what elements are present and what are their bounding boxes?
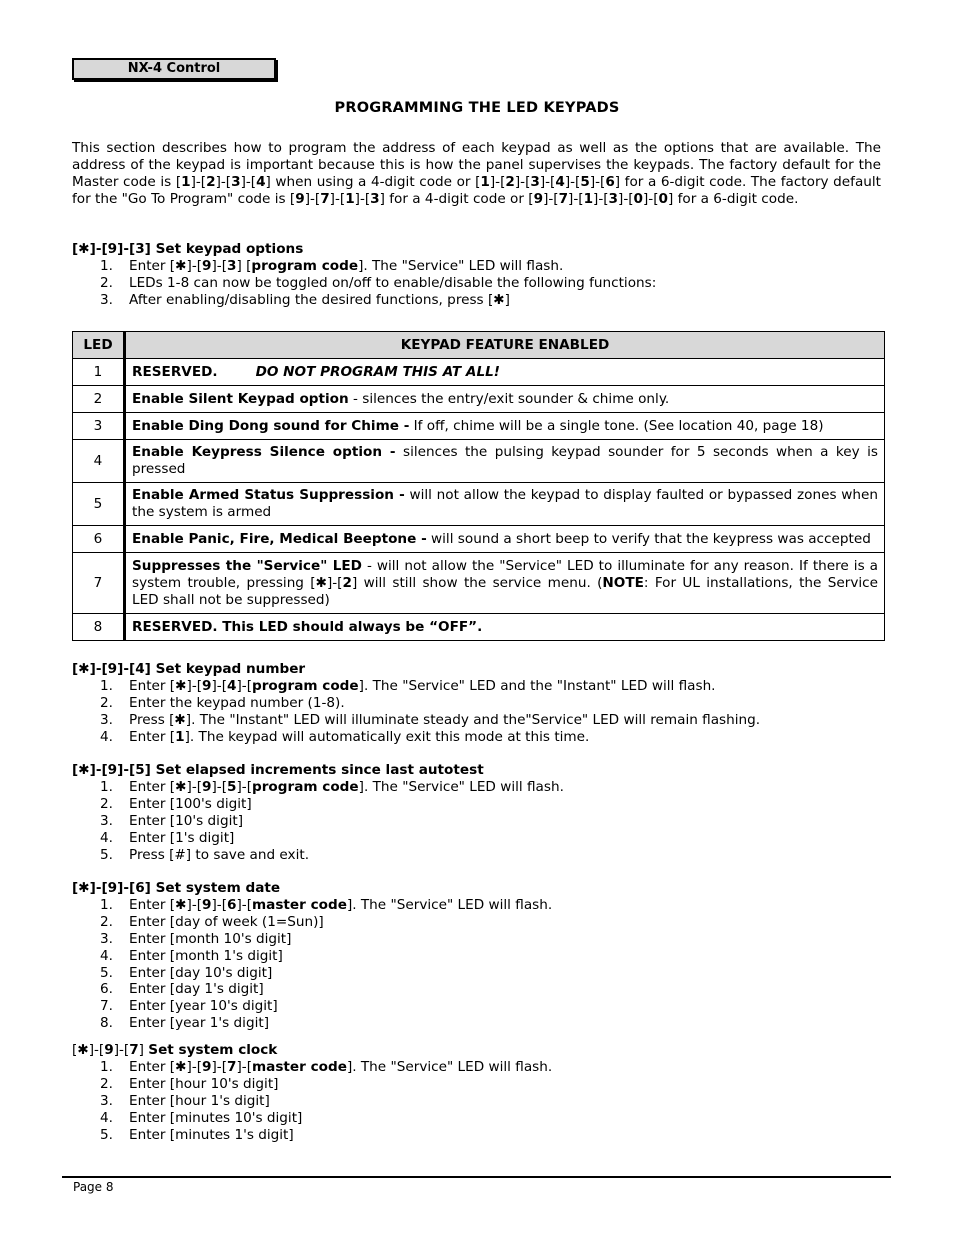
list-item: 4. Enter [1]. The keypad will automatically exit this mode at this time. <box>100 728 590 745</box>
list-item: 3. After enabling/disabling the desired functions, press [✱] <box>100 291 510 308</box>
list-item: 7. Enter [year 10's digit] <box>100 998 278 1015</box>
list-item: 5. Enter [day 10's digit] <box>100 964 273 981</box>
table-row <box>73 614 885 641</box>
led-number: 6 <box>73 526 125 553</box>
footer-divider <box>62 1176 891 1178</box>
section-keypad-number <box>72 661 882 746</box>
led-feature: Enable Ding Dong sound for Chime - If off, chime will be a single tone. (See location 40, page 18) <box>125 413 885 440</box>
led-number: 7 <box>73 553 125 614</box>
led-feature-table <box>72 331 885 641</box>
list-item: 5. Press [#] to save and exit. <box>100 846 310 863</box>
list-item: 4. Enter [month 1's digit] <box>100 947 283 964</box>
list-item: 5. Enter [minutes 1's digit] <box>100 1126 294 1143</box>
section-system-date <box>72 880 882 1032</box>
table-row <box>73 526 885 553</box>
led-feature: Enable Keypress Silence option - silences the pulsing keypad sounder for 5 seconds when a key is pressed <box>125 440 885 483</box>
led-number: 5 <box>73 483 125 526</box>
list-item: 2. LEDs 1-8 can now be toggled on/off to enable/disable the following functions: <box>100 274 657 291</box>
led-number: 8 <box>73 614 125 641</box>
list-item: 3. Press [✱]. The "Instant" LED will illuminate steady and the"Service" LED will remain flashing. <box>100 711 761 728</box>
list-item: 2. Enter [hour 10's digit] <box>100 1075 279 1092</box>
led-feature: Enable Armed Status Suppression - will not allow the keypad to display faulted or bypassed zones when the system is armed <box>125 483 885 526</box>
table-row <box>73 440 885 483</box>
table-row <box>73 553 885 614</box>
led-number: 2 <box>73 386 125 413</box>
section-heading: [✱]-[9]-[3] Set keypad options <box>72 241 304 257</box>
table-row <box>73 386 885 413</box>
list-item: 1. Enter [✱]-[9]-[6]-[master code]. The "Service" LED will flash. <box>100 896 553 913</box>
list-item: 1. Enter [✱]-[9]-[5]-[program code]. The "Service" LED will flash. <box>100 778 564 795</box>
page-number: Page 8 <box>73 1180 114 1194</box>
column-header-led: LED <box>73 332 125 359</box>
section-heading: [✱]-[9]-[4] Set keypad number <box>72 661 306 677</box>
list-item: 2. Enter [day of week (1=Sun)] <box>100 913 324 930</box>
table-header-row <box>73 332 885 359</box>
list-item: 3. Enter [10's digit] <box>100 812 243 829</box>
led-feature: RESERVED. DO NOT PROGRAM THIS AT ALL! <box>125 359 885 386</box>
list-item: 6. Enter [day 1's digit] <box>100 981 264 998</box>
led-feature: Suppresses the "Service" LED - will not allow the "Service" LED to illuminate for any reason. If there is a system trouble, pressing [✱]-[2] will still show the service menu. (NOTE: For UL installations, the Service LED shall not be suppressed) <box>125 553 885 614</box>
page-title: PROGRAMMING THE LED KEYPADS <box>334 100 620 116</box>
section-heading: [✱]-[9]-[7] Set system clock <box>72 1042 278 1058</box>
section-heading: [✱]-[9]-[5] Set elapsed increments since last autotest <box>72 762 484 778</box>
list-item: 8. Enter [year 1's digit] <box>100 1015 269 1032</box>
list-item: 3. Enter [month 10's digit] <box>100 930 292 947</box>
led-feature: Enable Panic, Fire, Medical Beeptone - will sound a short beep to verify that the keypress was accepted <box>125 526 885 553</box>
section-autotest <box>72 762 882 863</box>
section-keypad-options <box>72 241 882 309</box>
section-system-clock <box>72 1042 882 1143</box>
list-item: 4. Enter [minutes 10's digit] <box>100 1109 303 1126</box>
table-row <box>73 413 885 440</box>
list-item: 2. Enter [100's digit] <box>100 795 252 812</box>
list-item: 2. Enter the keypad number (1-8). <box>100 694 345 711</box>
led-number: 1 <box>73 359 125 386</box>
column-header-feature: KEYPAD FEATURE ENABLED <box>125 332 885 359</box>
intro-paragraph: This section describes how to program the address of each keypad as well as the options that are available. The address of the keypad is important because this is how the panel supervises the keypads. The factory default for the Master code is [1]-[2]-[3]-[4] when using a 4-digit code or [1]-[2]-[3]-[4]-[5]-[6] for a 6-digit code. The factory default for the "Go To Program" code is [9]-[7]-[1]-[3] for a 4-digit code or [9]-[7]-[1]-[3]-[0]-[0] for a 6-digit code. <box>72 140 881 207</box>
led-number: 3 <box>73 413 125 440</box>
list-item: 3. Enter [hour 1's digit] <box>100 1092 270 1109</box>
led-feature: RESERVED. This LED should always be “OFF”. <box>125 614 885 641</box>
led-feature: Enable Silent Keypad option - silences the entry/exit sounder & chime only. <box>125 386 885 413</box>
list-item: 1. Enter [✱]-[9]-[4]-[program code]. The "Service" LED and the "Instant" LED will flash. <box>100 677 716 694</box>
list-item: 1. Enter [✱]-[9]-[7]-[master code]. The "Service" LED will flash. <box>100 1058 553 1075</box>
table-row <box>73 483 885 526</box>
list-item: 1. Enter [✱]-[9]-[3] [program code]. The "Service" LED will flash. <box>100 257 564 274</box>
section-header-box: NX-4 Control <box>72 58 276 80</box>
table-row <box>73 359 885 386</box>
led-number: 4 <box>73 440 125 483</box>
list-item: 4. Enter [1's digit] <box>100 829 235 846</box>
section-heading: [✱]-[9]-[6] Set system date <box>72 880 281 896</box>
